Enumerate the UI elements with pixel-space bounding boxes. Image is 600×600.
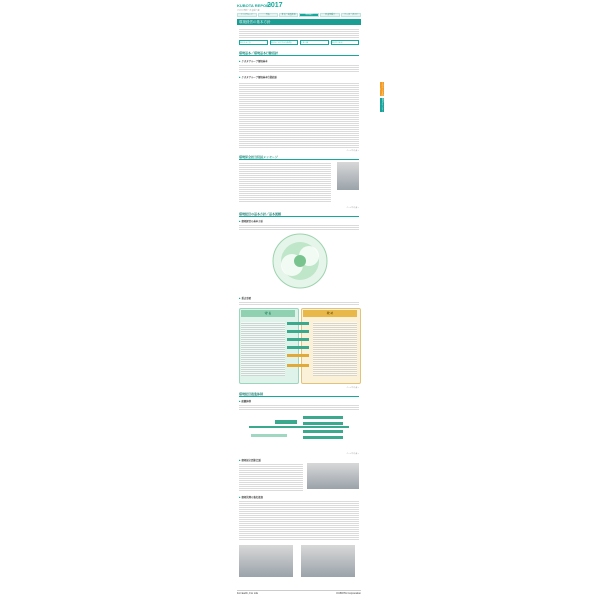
page-top-link[interactable]: ページの先頭へ bbox=[346, 207, 359, 209]
defense-heading: 守 る bbox=[241, 310, 295, 317]
print-tab[interactable]: このページを印刷 bbox=[378, 82, 383, 96]
nav-environment[interactable]: 環境報告 bbox=[299, 13, 319, 17]
subsection-heading: ■ 環境経営の基本方針 bbox=[239, 219, 263, 223]
chart-bar bbox=[287, 338, 309, 341]
nav-social[interactable]: 社会性報告 bbox=[320, 13, 340, 17]
body-text bbox=[239, 500, 359, 540]
subsection-heading: ■ 環境保全活動会議 bbox=[239, 458, 261, 462]
nav-data[interactable]: データ・ガイド bbox=[341, 13, 361, 17]
anchor-button[interactable]: 中期目標 bbox=[300, 40, 329, 45]
footer-company: KUBOTA Corporation bbox=[336, 592, 361, 595]
body-text bbox=[239, 64, 359, 72]
nav-contents[interactable]: 目次 bbox=[258, 13, 278, 17]
section-heading: 環境保全担当役員メッセージ bbox=[239, 155, 359, 160]
subsection-heading: ■ クボタグループ環境基本 bbox=[239, 59, 268, 63]
body-text bbox=[239, 224, 359, 230]
header bbox=[237, 2, 361, 12]
offense-items bbox=[313, 322, 357, 376]
chart-bar bbox=[287, 330, 309, 333]
report-subtitle: クボタ 環境・社会報告書 bbox=[237, 10, 260, 12]
meeting-photo bbox=[307, 463, 359, 489]
defense-offense-chart bbox=[239, 308, 359, 382]
chart-bar bbox=[287, 364, 309, 367]
training-photo bbox=[239, 545, 293, 577]
page-top-link[interactable]: ページの先頭へ bbox=[346, 387, 359, 389]
anchor-button[interactable]: 環境保全に関する行動指針 bbox=[270, 40, 299, 45]
nav-top[interactable]: トップページ bbox=[237, 13, 257, 17]
section-heading: 環境経営推進体制 bbox=[239, 392, 359, 397]
policy-circle-diagram bbox=[257, 232, 343, 290]
footer bbox=[237, 590, 361, 599]
section-heading: 環境経営の基本方針／基本図解 bbox=[239, 212, 359, 217]
nav-message[interactable]: 社長・役員挨拶 bbox=[279, 13, 299, 17]
page-top-link[interactable]: ページの先頭へ bbox=[346, 150, 359, 152]
message-text bbox=[239, 162, 331, 202]
body-text bbox=[239, 82, 359, 148]
executive-photo bbox=[337, 162, 359, 190]
report-logo[interactable]: KUBOTA REPORT bbox=[237, 3, 272, 8]
subsection-heading: ■ クボタグループ環境基本行動指針 bbox=[239, 75, 277, 79]
subsection-heading: ■ 重点事項 bbox=[239, 296, 251, 300]
page-title: 環境経営の基本方針 bbox=[237, 19, 361, 25]
chart-bar bbox=[287, 346, 309, 349]
offense-heading: 攻 め bbox=[303, 310, 357, 317]
intro-text bbox=[239, 28, 359, 38]
subsection-heading: ■ 組織体制 bbox=[239, 399, 251, 403]
anchor-button[interactable]: 環境基本方針 bbox=[239, 40, 268, 45]
footer-slogan: For Earth, For Life bbox=[237, 592, 259, 595]
inspection-photo bbox=[301, 545, 355, 577]
body-text bbox=[239, 463, 303, 491]
chart-bar bbox=[287, 354, 309, 357]
pdf-tab[interactable]: PDFダウンロード bbox=[378, 98, 383, 112]
anchor-button[interactable]: 環境経営体制 bbox=[331, 40, 360, 45]
report-page bbox=[237, 0, 361, 600]
report-year: 2017 bbox=[267, 2, 283, 9]
anchor-buttons bbox=[239, 40, 359, 45]
section-heading: 環境基本／環境基本行動指針 bbox=[239, 51, 359, 56]
body-text bbox=[239, 404, 359, 410]
org-chart bbox=[249, 412, 349, 447]
body-text bbox=[239, 301, 359, 306]
defense-items bbox=[241, 322, 285, 376]
global-nav bbox=[237, 13, 361, 17]
page-top-link[interactable]: ページの先頭へ bbox=[346, 453, 359, 455]
chart-bar bbox=[287, 322, 309, 325]
subsection-heading: ■ 環境管理の強化推進 bbox=[239, 495, 263, 499]
